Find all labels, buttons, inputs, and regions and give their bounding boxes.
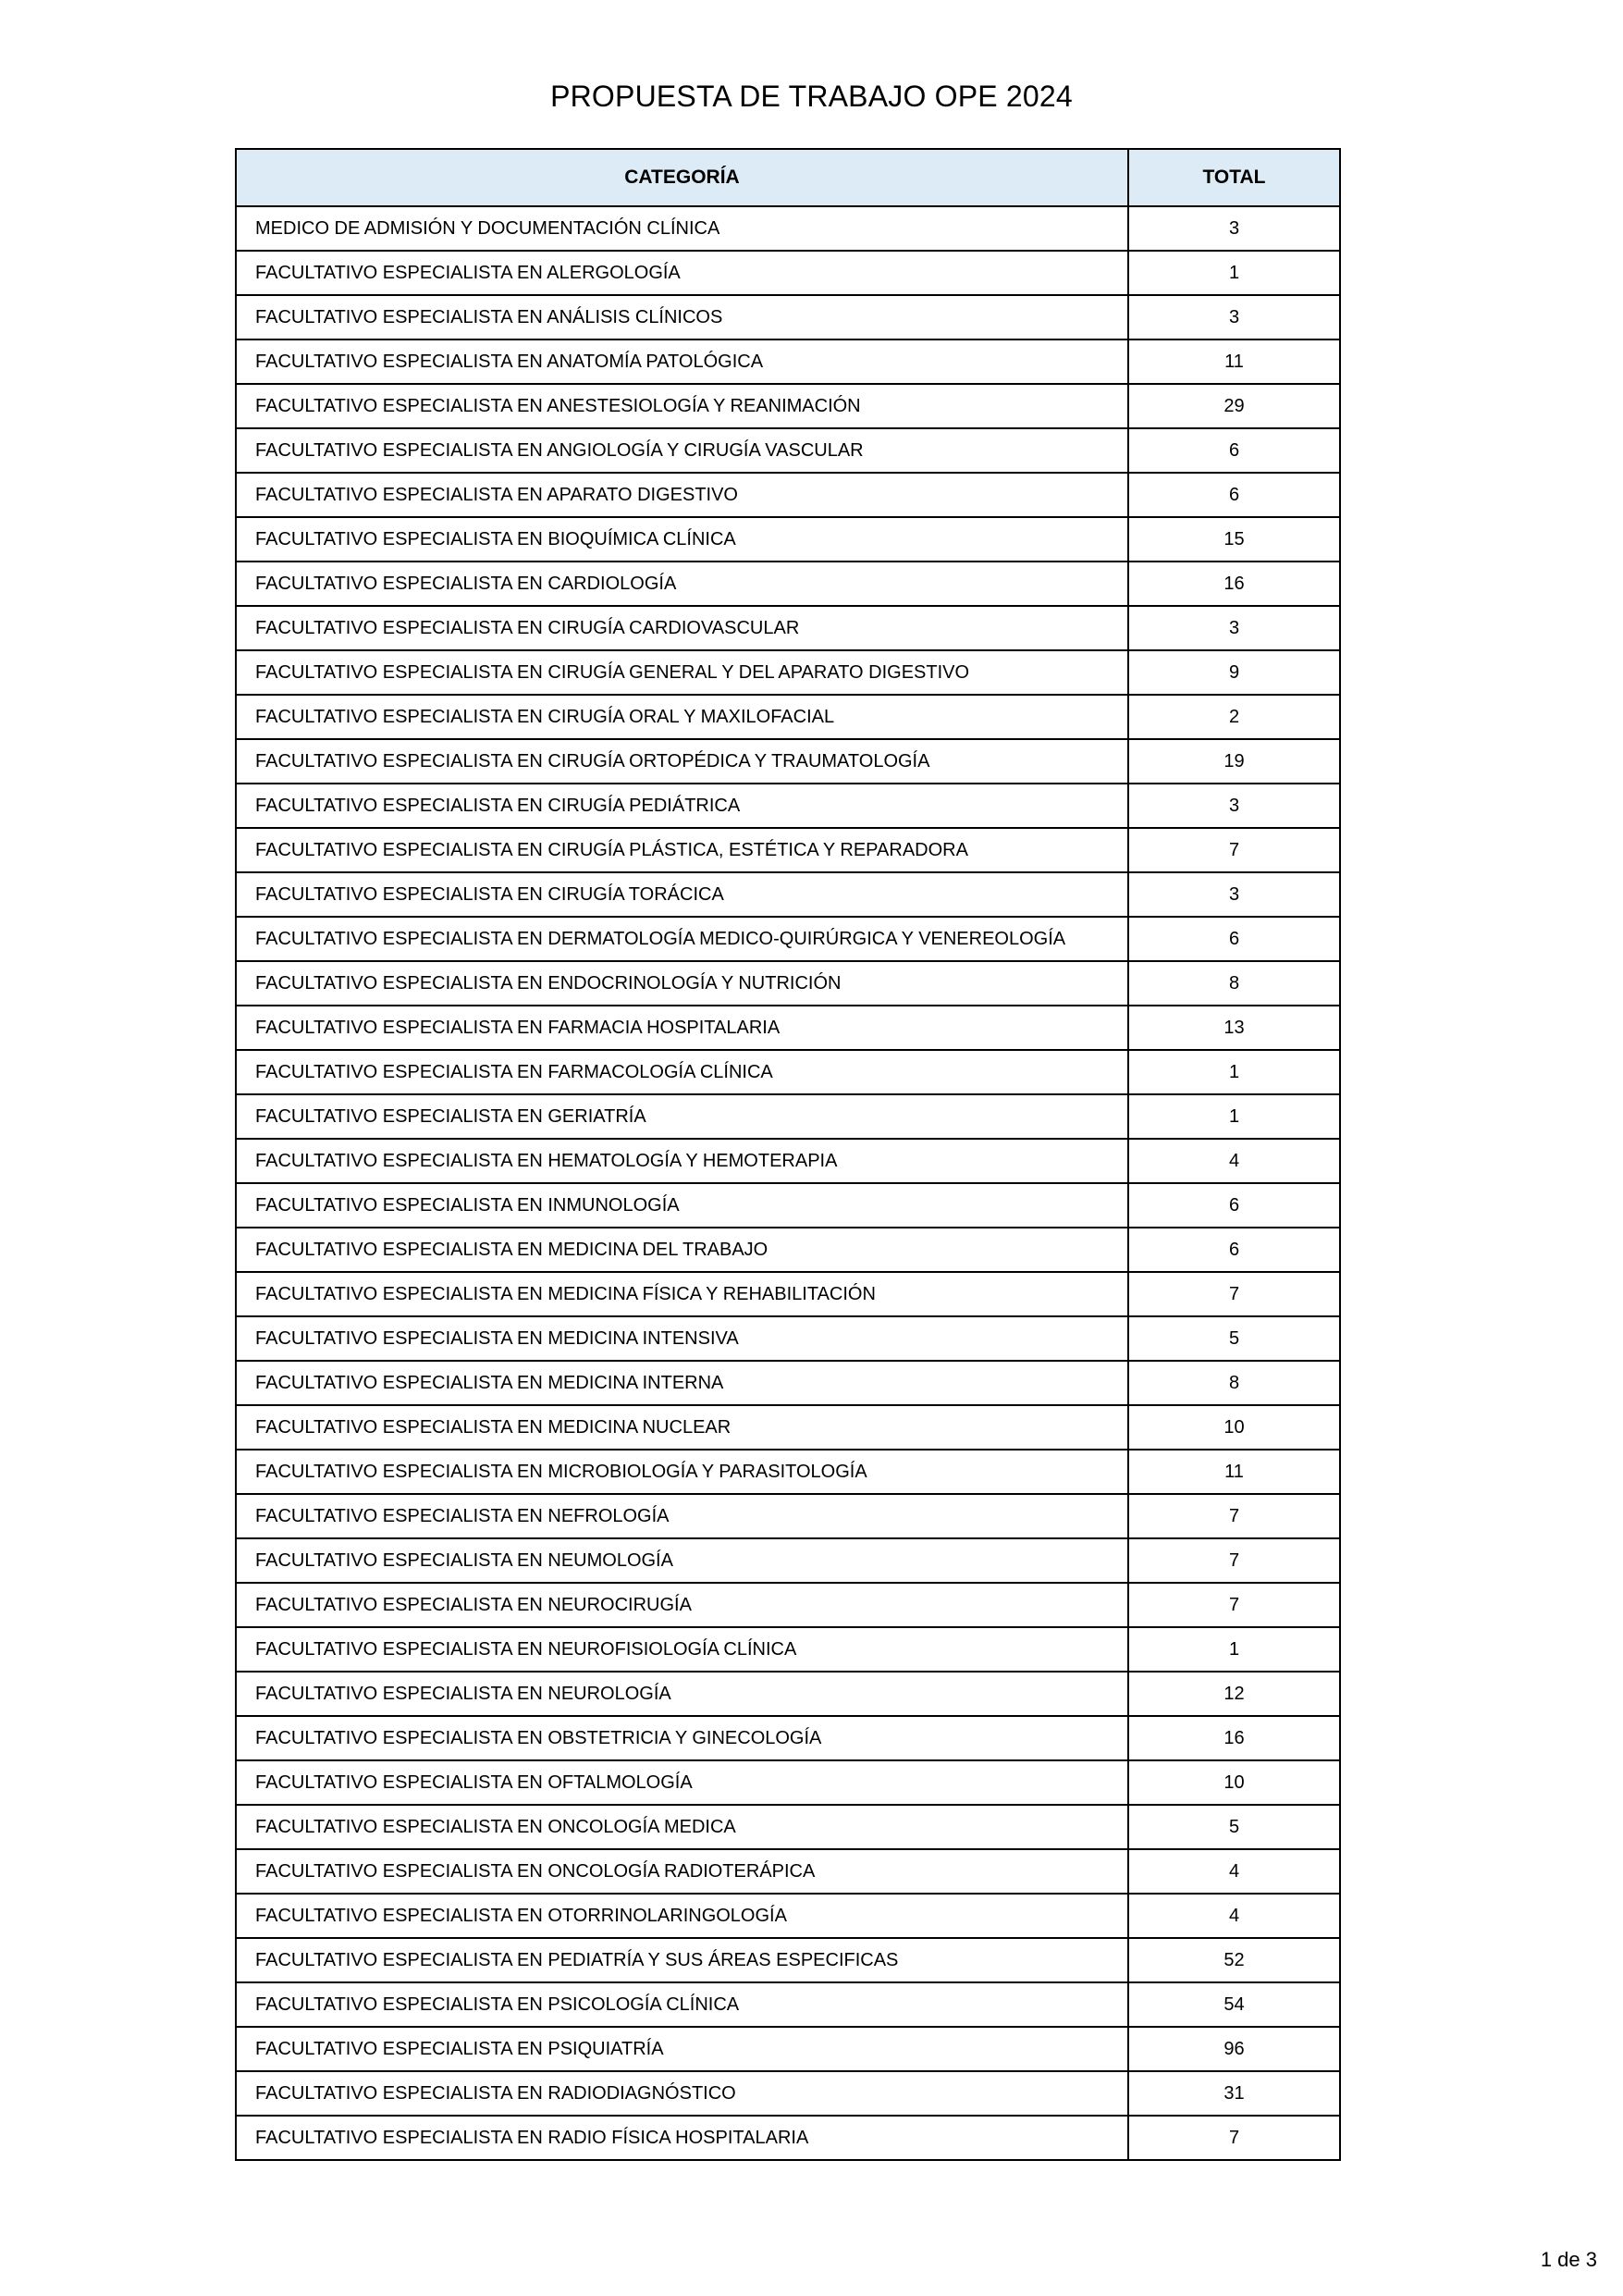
table-row [236,2027,1340,2071]
total-cell: 6 [1128,917,1340,961]
table-row [236,1405,1340,1450]
table-row [236,1672,1340,1716]
category-cell: FACULTATIVO ESPECIALISTA EN NEUROLOGÍA [236,1672,1128,1716]
table-row [236,1094,1340,1139]
category-cell: FACULTATIVO ESPECIALISTA EN FARMACIA HOSPITALARIA [236,1006,1128,1050]
category-cell: FACULTATIVO ESPECIALISTA EN MEDICINA FÍSICA Y REHABILITACIÓN [236,1272,1128,1316]
table-row [236,1050,1340,1094]
table-row [236,562,1340,606]
total-cell: 3 [1128,606,1340,650]
column-header-category: CATEGORÍA [236,149,1128,206]
category-cell: FACULTATIVO ESPECIALISTA EN CIRUGÍA CARDIOVASCULAR [236,606,1128,650]
total-cell: 5 [1128,1805,1340,1849]
table-row [236,251,1340,295]
total-cell: 8 [1128,1361,1340,1405]
total-cell: 10 [1128,1405,1340,1450]
total-cell: 6 [1128,1228,1340,1272]
total-cell: 4 [1128,1139,1340,1183]
table-row [236,1894,1340,1938]
category-cell: FACULTATIVO ESPECIALISTA EN OBSTETRICIA Y GINECOLOGÍA [236,1716,1128,1760]
category-cell: FACULTATIVO ESPECIALISTA EN CIRUGÍA PLÁSTICA, ESTÉTICA Y REPARADORA [236,828,1128,872]
total-cell: 54 [1128,1982,1340,2027]
total-cell: 11 [1128,339,1340,384]
total-cell: 3 [1128,206,1340,251]
category-cell: FACULTATIVO ESPECIALISTA EN OFTALMOLOGÍA [236,1760,1128,1805]
category-cell: FACULTATIVO ESPECIALISTA EN NEFROLOGÍA [236,1494,1128,1538]
category-cell: FACULTATIVO ESPECIALISTA EN PSIQUIATRÍA [236,2027,1128,2071]
page-number: 1 de 3 [1540,2248,1597,2271]
table-row [236,961,1340,1006]
category-cell: FACULTATIVO ESPECIALISTA EN ANESTESIOLOGÍA Y REANIMACIÓN [236,384,1128,428]
table-row [236,606,1340,650]
category-cell: FACULTATIVO ESPECIALISTA EN OTORRINOLARINGOLOGÍA [236,1894,1128,1938]
category-cell: FACULTATIVO ESPECIALISTA EN PEDIATRÍA Y SUS ÁREAS ESPECIFICAS [236,1938,1128,1982]
table-row [236,339,1340,384]
category-cell: FACULTATIVO ESPECIALISTA EN MICROBIOLOGÍA Y PARASITOLOGÍA [236,1450,1128,1494]
table-row [236,1494,1340,1538]
table-row [236,1006,1340,1050]
total-cell: 7 [1128,1583,1340,1627]
category-cell: FACULTATIVO ESPECIALISTA EN BIOQUÍMICA CLÍNICA [236,517,1128,562]
table-row [236,1627,1340,1672]
table-row [236,1450,1340,1494]
table-row [236,206,1340,251]
total-cell: 13 [1128,1006,1340,1050]
category-cell: FACULTATIVO ESPECIALISTA EN ANGIOLOGÍA Y CIRUGÍA VASCULAR [236,428,1128,473]
total-cell: 3 [1128,295,1340,339]
category-cell: MEDICO DE ADMISIÓN Y DOCUMENTACIÓN CLÍNICA [236,206,1128,251]
table-row [236,473,1340,517]
total-cell: 3 [1128,784,1340,828]
total-cell: 7 [1128,1272,1340,1316]
total-cell: 12 [1128,1672,1340,1716]
table-body [236,206,1340,2160]
table-row [236,1849,1340,1894]
table-row [236,695,1340,739]
category-cell: FACULTATIVO ESPECIALISTA EN ONCOLOGÍA MEDICA [236,1805,1128,1849]
total-cell: 1 [1128,1050,1340,1094]
category-cell: FACULTATIVO ESPECIALISTA EN NEUROFISIOLOGÍA CLÍNICA [236,1627,1128,1672]
table-row [236,1716,1340,1760]
category-cell: FACULTATIVO ESPECIALISTA EN CIRUGÍA ORAL Y MAXILOFACIAL [236,695,1128,739]
category-cell: FACULTATIVO ESPECIALISTA EN MEDICINA INTERNA [236,1361,1128,1405]
total-cell: 2 [1128,695,1340,739]
total-cell: 7 [1128,1538,1340,1583]
total-cell: 52 [1128,1938,1340,1982]
total-cell: 3 [1128,872,1340,917]
total-cell: 7 [1128,1494,1340,1538]
category-cell: FACULTATIVO ESPECIALISTA EN FARMACOLOGÍA CLÍNICA [236,1050,1128,1094]
category-cell: FACULTATIVO ESPECIALISTA EN CARDIOLOGÍA [236,562,1128,606]
total-cell: 9 [1128,650,1340,695]
table-row [236,1805,1340,1849]
table-row [236,784,1340,828]
category-cell: FACULTATIVO ESPECIALISTA EN ENDOCRINOLOGÍA Y NUTRICIÓN [236,961,1128,1006]
category-cell: FACULTATIVO ESPECIALISTA EN RADIODIAGNÓSTICO [236,2071,1128,2116]
table-row [236,517,1340,562]
total-cell: 6 [1128,428,1340,473]
total-cell: 29 [1128,384,1340,428]
category-cell: FACULTATIVO ESPECIALISTA EN HEMATOLOGÍA Y HEMOTERAPIA [236,1139,1128,1183]
table-row [236,1316,1340,1361]
category-cell: FACULTATIVO ESPECIALISTA EN MEDICINA INTENSIVA [236,1316,1128,1361]
table-row [236,1583,1340,1627]
total-cell: 5 [1128,1316,1340,1361]
total-cell: 7 [1128,2116,1340,2160]
total-cell: 1 [1128,251,1340,295]
table-row [236,1272,1340,1316]
total-cell: 6 [1128,473,1340,517]
category-cell: FACULTATIVO ESPECIALISTA EN DERMATOLOGÍA MEDICO-QUIRÚRGICA Y VENEREOLOGÍA [236,917,1128,961]
column-header-total: TOTAL [1128,149,1340,206]
total-cell: 8 [1128,961,1340,1006]
positions-table [235,148,1341,2161]
total-cell: 4 [1128,1894,1340,1938]
category-cell: FACULTATIVO ESPECIALISTA EN CIRUGÍA GENERAL Y DEL APARATO DIGESTIVO [236,650,1128,695]
total-cell: 16 [1128,1716,1340,1760]
table-row [236,650,1340,695]
category-cell: FACULTATIVO ESPECIALISTA EN CIRUGÍA ORTOPÉDICA Y TRAUMATOLOGÍA [236,739,1128,784]
table-row [236,1228,1340,1272]
table-row [236,1183,1340,1228]
total-cell: 1 [1128,1627,1340,1672]
category-cell: FACULTATIVO ESPECIALISTA EN RADIO FÍSICA HOSPITALARIA [236,2116,1128,2160]
table-row [236,1538,1340,1583]
category-cell: FACULTATIVO ESPECIALISTA EN CIRUGÍA PEDIÁTRICA [236,784,1128,828]
category-cell: FACULTATIVO ESPECIALISTA EN ONCOLOGÍA RADIOTERÁPICA [236,1849,1128,1894]
total-cell: 19 [1128,739,1340,784]
total-cell: 11 [1128,1450,1340,1494]
table-row [236,1760,1340,1805]
category-cell: FACULTATIVO ESPECIALISTA EN PSICOLOGÍA CLÍNICA [236,1982,1128,2027]
table-row [236,2116,1340,2160]
total-cell: 15 [1128,517,1340,562]
table-row [236,1361,1340,1405]
total-cell: 4 [1128,1849,1340,1894]
total-cell: 16 [1128,562,1340,606]
category-cell: FACULTATIVO ESPECIALISTA EN MEDICINA DEL TRABAJO [236,1228,1128,1272]
table-row [236,917,1340,961]
table-row [236,2071,1340,2116]
category-cell: FACULTATIVO ESPECIALISTA EN ANATOMÍA PATOLÓGICA [236,339,1128,384]
table-row [236,739,1340,784]
category-cell: FACULTATIVO ESPECIALISTA EN ALERGOLOGÍA [236,251,1128,295]
total-cell: 1 [1128,1094,1340,1139]
total-cell: 10 [1128,1760,1340,1805]
total-cell: 7 [1128,828,1340,872]
category-cell: FACULTATIVO ESPECIALISTA EN NEUMOLOGÍA [236,1538,1128,1583]
table-row [236,872,1340,917]
total-cell: 31 [1128,2071,1340,2116]
table-row [236,384,1340,428]
category-cell: FACULTATIVO ESPECIALISTA EN NEUROCIRUGÍA [236,1583,1128,1627]
total-cell: 6 [1128,1183,1340,1228]
category-cell: FACULTATIVO ESPECIALISTA EN MEDICINA NUCLEAR [236,1405,1128,1450]
document-title: PROPUESTA DE TRABAJO OPE 2024 [550,80,1073,113]
category-cell: FACULTATIVO ESPECIALISTA EN INMUNOLOGÍA [236,1183,1128,1228]
table-header-row [236,149,1340,206]
category-cell: FACULTATIVO ESPECIALISTA EN APARATO DIGESTIVO [236,473,1128,517]
category-cell: FACULTATIVO ESPECIALISTA EN GERIATRÍA [236,1094,1128,1139]
total-cell: 96 [1128,2027,1340,2071]
table-row [236,295,1340,339]
table-row [236,1982,1340,2027]
category-cell: FACULTATIVO ESPECIALISTA EN CIRUGÍA TORÁCICA [236,872,1128,917]
table-row [236,1938,1340,1982]
table-row [236,1139,1340,1183]
table-row [236,828,1340,872]
category-cell: FACULTATIVO ESPECIALISTA EN ANÁLISIS CLÍNICOS [236,295,1128,339]
table-row [236,428,1340,473]
